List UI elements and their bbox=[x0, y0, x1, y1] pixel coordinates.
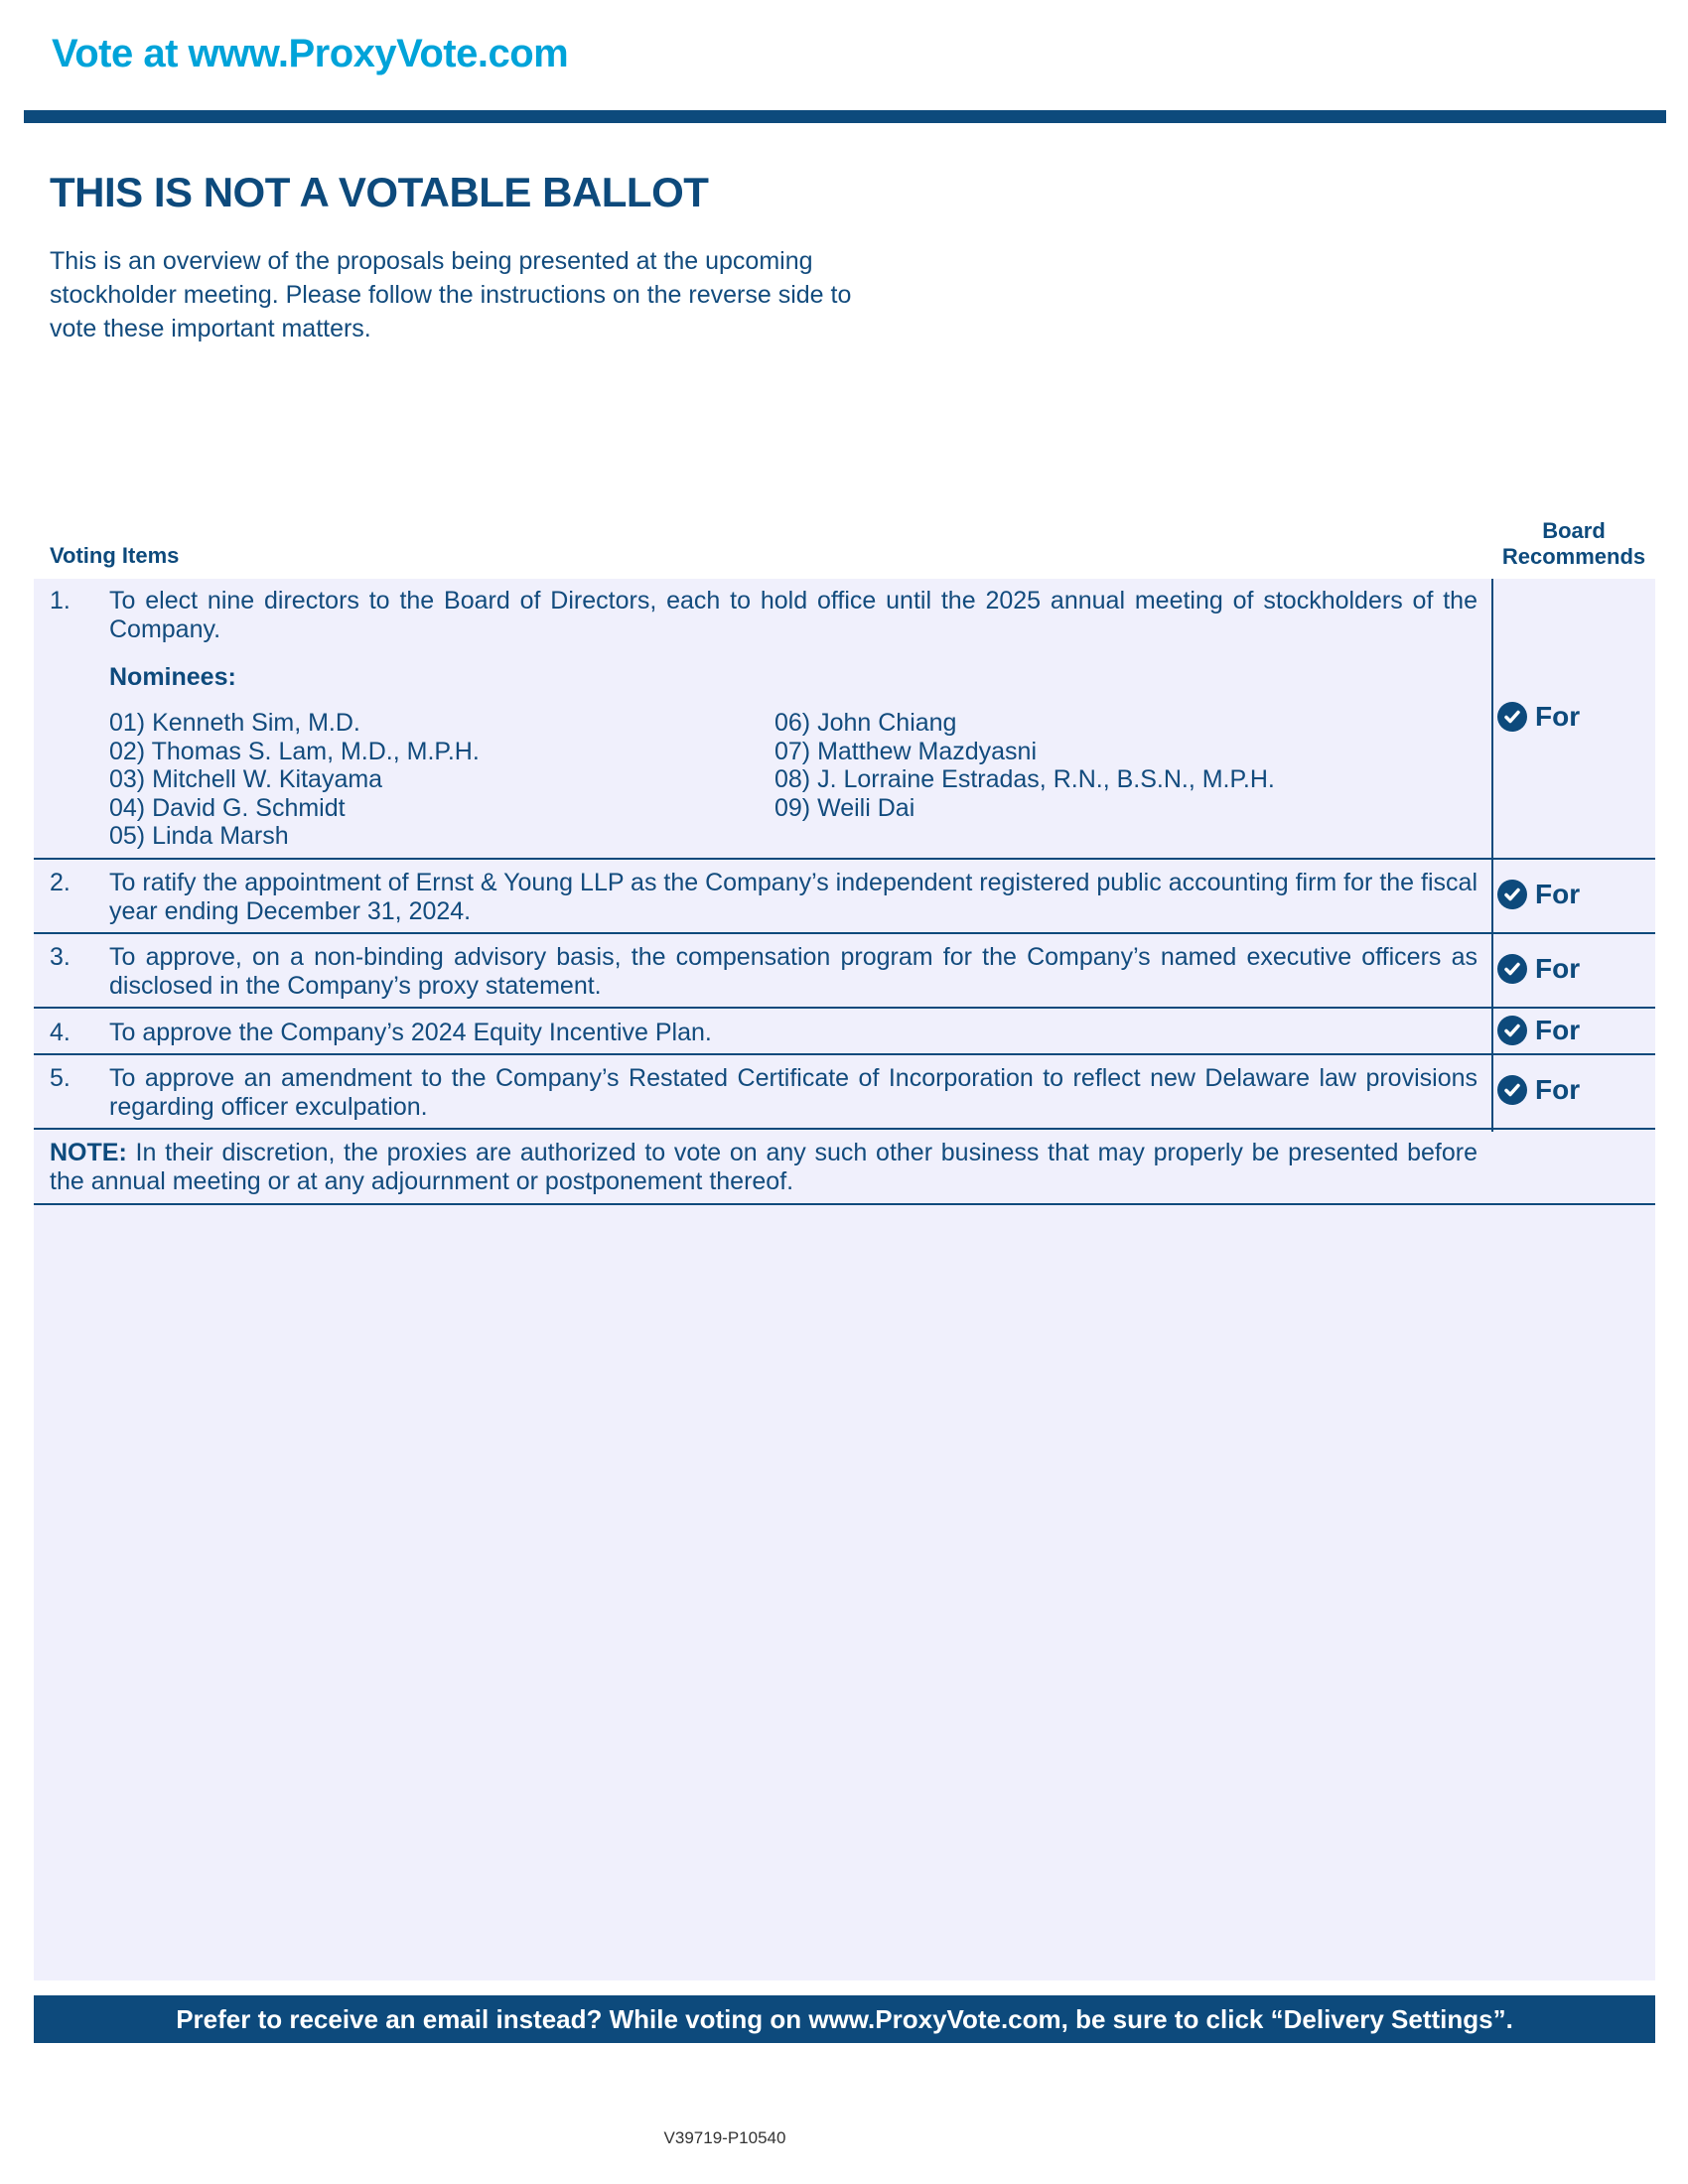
header-divider-bar bbox=[24, 110, 1666, 123]
column-divider bbox=[1491, 579, 1493, 1132]
recommendation-label: For bbox=[1535, 1015, 1581, 1045]
item-text: To approve an amendment to the Company’s Restated Certificate of Incorporation to reflect new Delaware law provisions regarding officer exculpation. bbox=[109, 1064, 1477, 1121]
board-header-line1: Board bbox=[1542, 518, 1606, 543]
row-divider bbox=[34, 1203, 1655, 1205]
item-number: 4. bbox=[50, 1019, 70, 1046]
recommendation-label: For bbox=[1535, 1074, 1581, 1105]
recommendation bbox=[1497, 1074, 1580, 1106]
item-text: To approve the Company’s 2024 Equity Incentive Plan. bbox=[109, 1019, 712, 1046]
item-text: To elect nine directors to the Board of Directors, each to hold office until the 2025 annual meeting of stockholders of the Company. bbox=[109, 587, 1477, 643]
note bbox=[50, 1139, 1477, 1196]
nominees-label: Nominees: bbox=[109, 663, 236, 691]
check-circle-icon bbox=[1497, 1016, 1527, 1045]
email-delivery-banner bbox=[34, 1995, 1655, 2043]
check-circle-icon bbox=[1497, 702, 1527, 732]
nominees-column-2 bbox=[774, 709, 1275, 822]
intro-text: This is an overview of the proposals being presented at the upcoming stockholder meeting. Please follow the instructions on the reverse side to vote these important matters. bbox=[50, 247, 852, 342]
recommendation bbox=[1497, 1015, 1580, 1046]
recommendation-label: For bbox=[1535, 953, 1581, 984]
recommendation bbox=[1497, 701, 1580, 733]
nominee: 07) Matthew Mazdyasni bbox=[774, 737, 1038, 765]
item-text: To approve, on a non-binding advisory basis, the compensation program for the Company’s named executive officers as disclosed in the Company’s proxy statement. bbox=[109, 943, 1477, 1000]
check-circle-icon bbox=[1497, 1075, 1527, 1105]
nominee: 03) Mitchell W. Kitayama bbox=[109, 765, 383, 793]
row-divider bbox=[34, 858, 1655, 860]
board-header-line2: Recommends bbox=[1501, 544, 1646, 569]
voting-items-header: Voting Items bbox=[50, 543, 180, 568]
item-text: To ratify the appointment of Ernst & Young LLP as the Company’s independent registered public accounting firm for the fiscal year ending December 31, 2024. bbox=[109, 869, 1477, 925]
document-code: V39719-P10540 bbox=[663, 2128, 786, 2147]
item-number: 2. bbox=[50, 869, 70, 896]
nominee: 08) J. Lorraine Estradas, R.N., B.S.N., M.P.H. bbox=[774, 765, 1275, 793]
check-circle-icon bbox=[1497, 880, 1527, 909]
note-text: In their discretion, the proxies are authorized to vote on any such other business that may properly be presented before the annual meeting or at any adjournment or postponement thereof. bbox=[50, 1139, 1477, 1195]
banner-text: Prefer to receive an email instead? While voting on www.ProxyVote.com, be sure to click “Delivery Settings”. bbox=[176, 2003, 1513, 2034]
item-number: 1. bbox=[50, 587, 70, 614]
recommendation-label: For bbox=[1535, 879, 1581, 909]
nominee: 01) Kenneth Sim, M.D. bbox=[109, 709, 360, 737]
item-number: 3. bbox=[50, 943, 70, 971]
row-divider bbox=[34, 932, 1655, 934]
item-number: 5. bbox=[50, 1064, 70, 1092]
nominee: 06) John Chiang bbox=[774, 709, 957, 737]
note-label: NOTE: bbox=[50, 1139, 127, 1166]
row-divider bbox=[34, 1007, 1655, 1009]
board-recommends-header bbox=[1489, 518, 1658, 570]
recommendation-label: For bbox=[1535, 701, 1581, 732]
check-circle-icon bbox=[1497, 954, 1527, 984]
nominee: 09) Weili Dai bbox=[774, 793, 915, 822]
nominee: 04) David G. Schmidt bbox=[109, 793, 346, 822]
vote-url-header: Vote at www.ProxyVote.com bbox=[52, 32, 569, 75]
row-divider bbox=[34, 1128, 1655, 1130]
nominees-column-1 bbox=[109, 709, 480, 851]
recommendation bbox=[1497, 879, 1580, 910]
page-title: THIS IS NOT A VOTABLE BALLOT bbox=[50, 169, 709, 215]
row-divider bbox=[34, 1053, 1655, 1055]
recommendation bbox=[1497, 953, 1580, 985]
nominee: 05) Linda Marsh bbox=[109, 822, 289, 850]
nominee: 02) Thomas S. Lam, M.D., M.P.H. bbox=[109, 737, 480, 765]
